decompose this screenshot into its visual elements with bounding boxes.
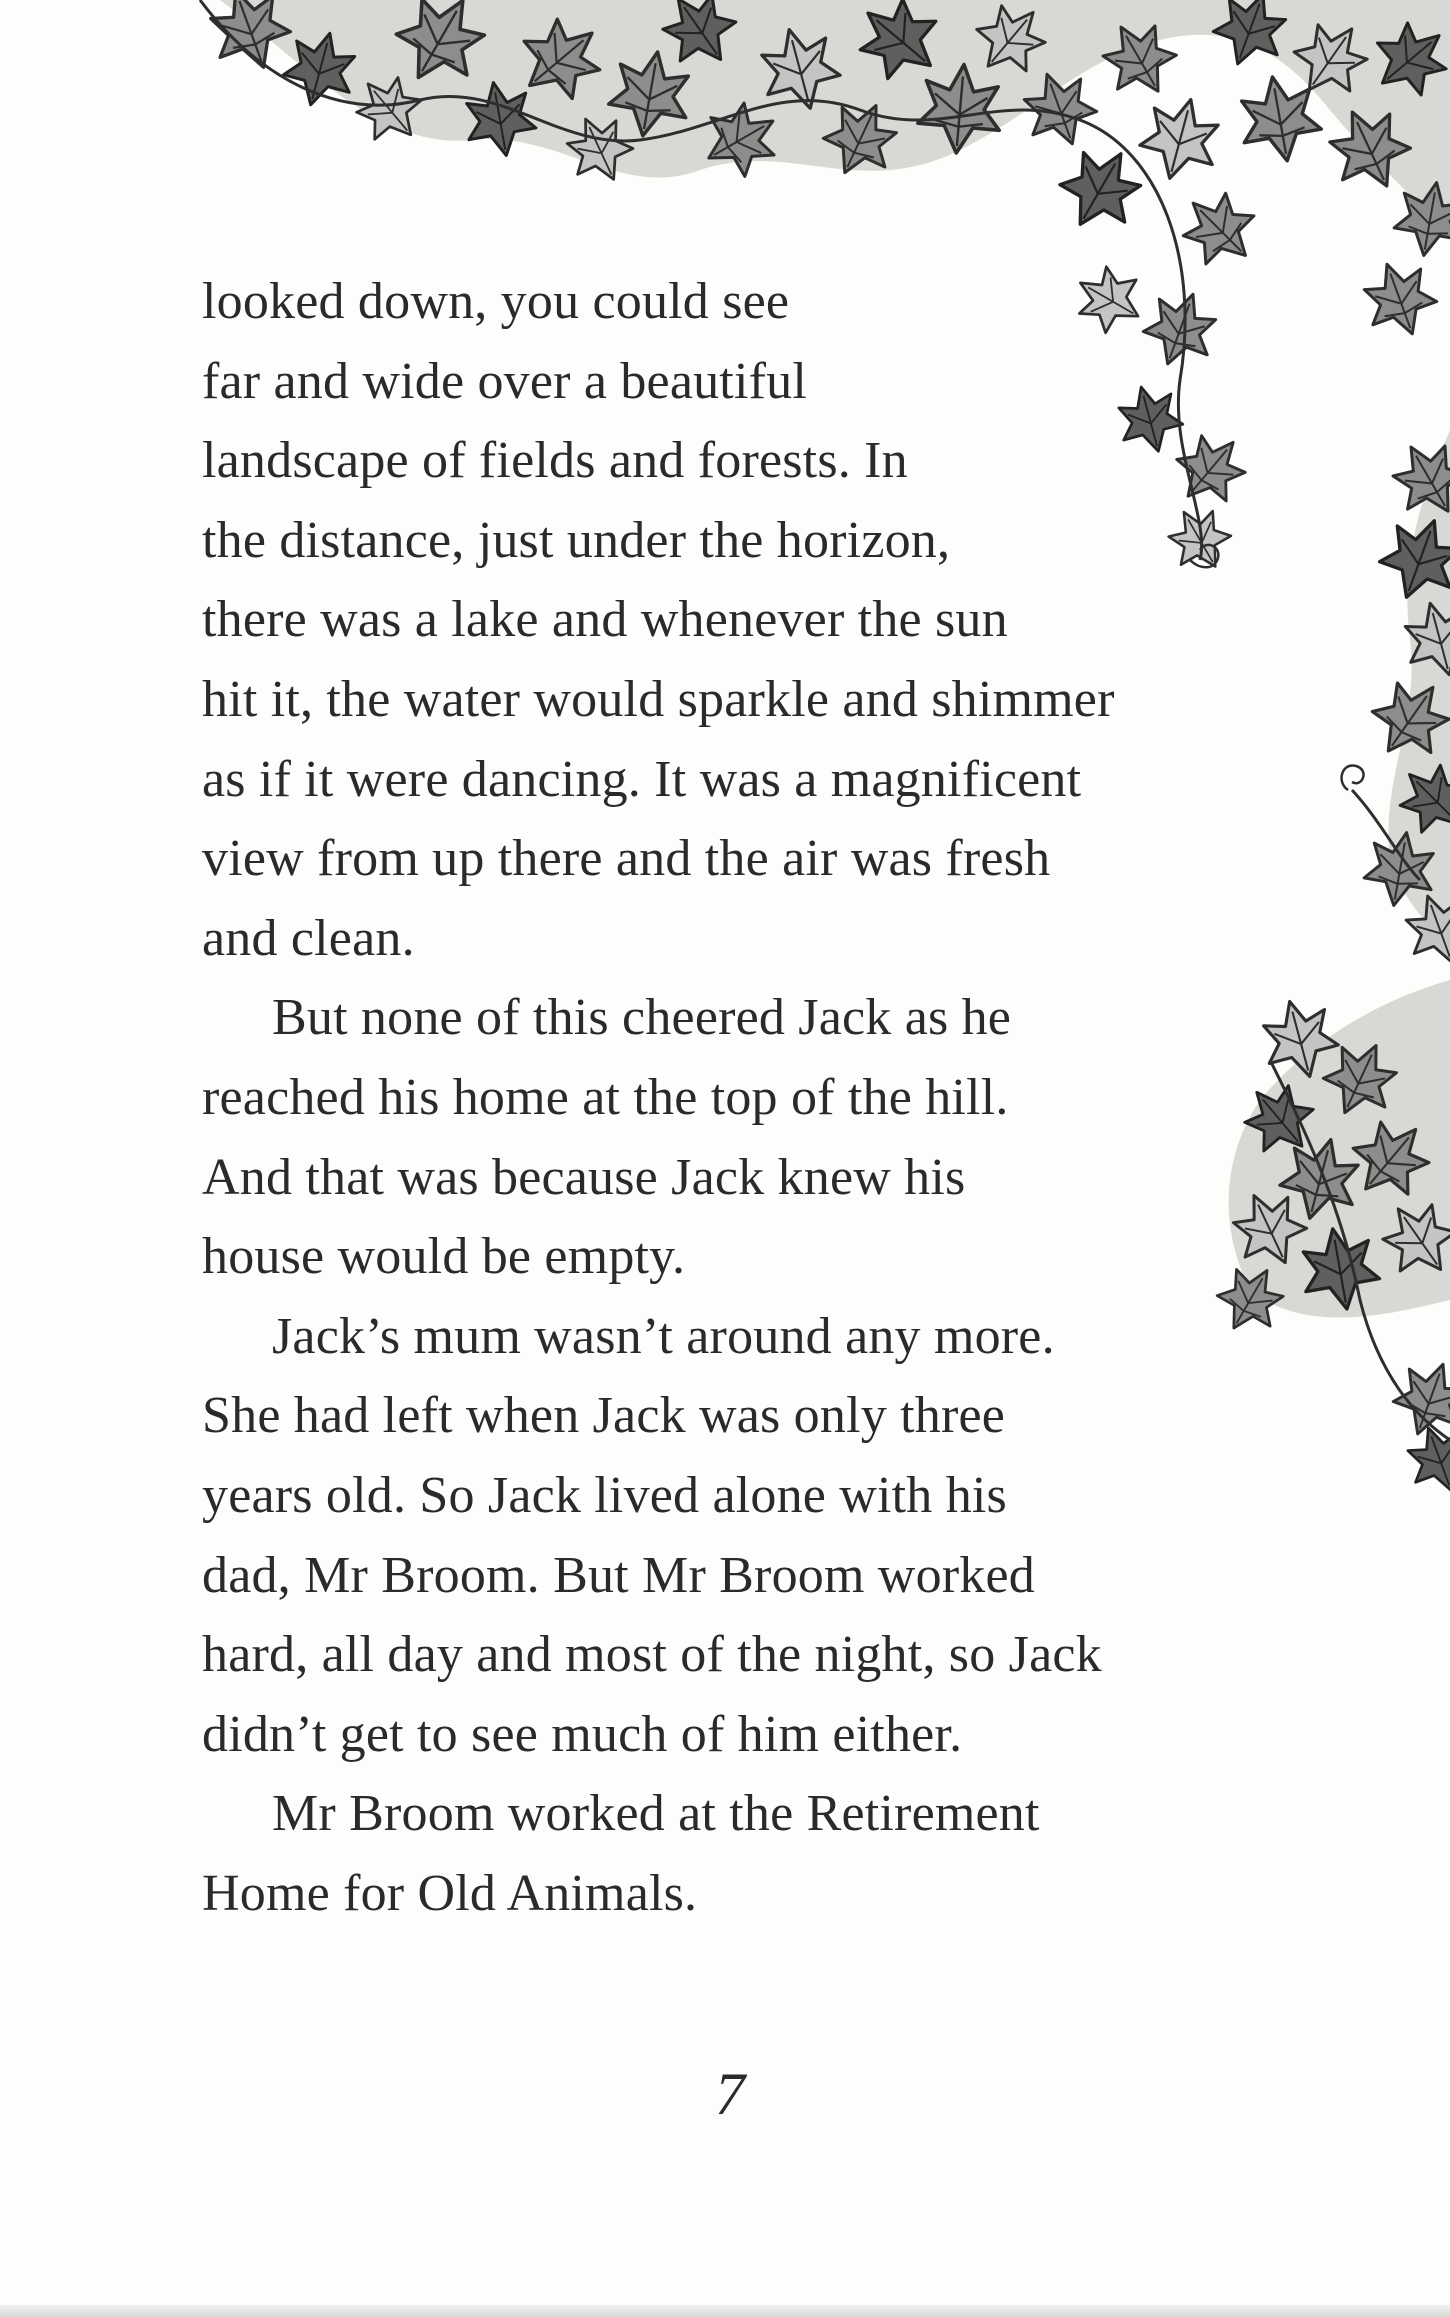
text-line: But none of this cheered Jack as he (272, 989, 1012, 1047)
text-line: and clean. (202, 909, 415, 967)
page-number: 7 (715, 2061, 745, 2127)
text-line: hard, all day and most of the night, so Jack (202, 1626, 1102, 1684)
text-line: far and wide over a beautiful (202, 352, 807, 410)
text-line: Home for Old Animals. (202, 1864, 698, 1922)
paragraph (202, 1297, 1262, 1775)
text-line: as if it were dancing. It was a magnificent (202, 750, 1082, 808)
ivy-right-middle (1359, 430, 1450, 973)
text-line: view from up there and the air was fresh (202, 830, 1051, 888)
paragraph (202, 262, 1262, 978)
text-line: dad, Mr Broom. But Mr Broom worked (202, 1546, 1035, 1604)
text-line: looked down, you could see (202, 273, 790, 330)
text-line: hit it, the water would sparkle and shimmer (202, 670, 1115, 728)
text-line: reached his home at the top of the hill. (202, 1068, 1009, 1126)
text-line: there was a lake and whenever the sun (202, 591, 1008, 649)
text-line: Mr Broom worked at the Retirement (272, 1785, 1040, 1843)
text-line: didn’t get to see much of him either. (202, 1705, 963, 1763)
text-line: the distance, just under the horizon, (202, 511, 951, 569)
text-line: years old. So Jack lived alone with his (202, 1466, 1007, 1524)
text-line: house would be empty. (202, 1228, 686, 1286)
page-bottom-edge (0, 2305, 1450, 2317)
text-line: landscape of fields and forests. In (202, 432, 908, 490)
paragraph (202, 1774, 1262, 1933)
paragraph (202, 978, 1262, 1296)
text-line: She had left when Jack was only three (202, 1387, 1006, 1445)
text-line: Jack’s mum wasn’t around any more. (272, 1307, 1055, 1365)
body-text (202, 262, 1262, 1933)
text-line: And that was because Jack knew his (202, 1148, 966, 1206)
